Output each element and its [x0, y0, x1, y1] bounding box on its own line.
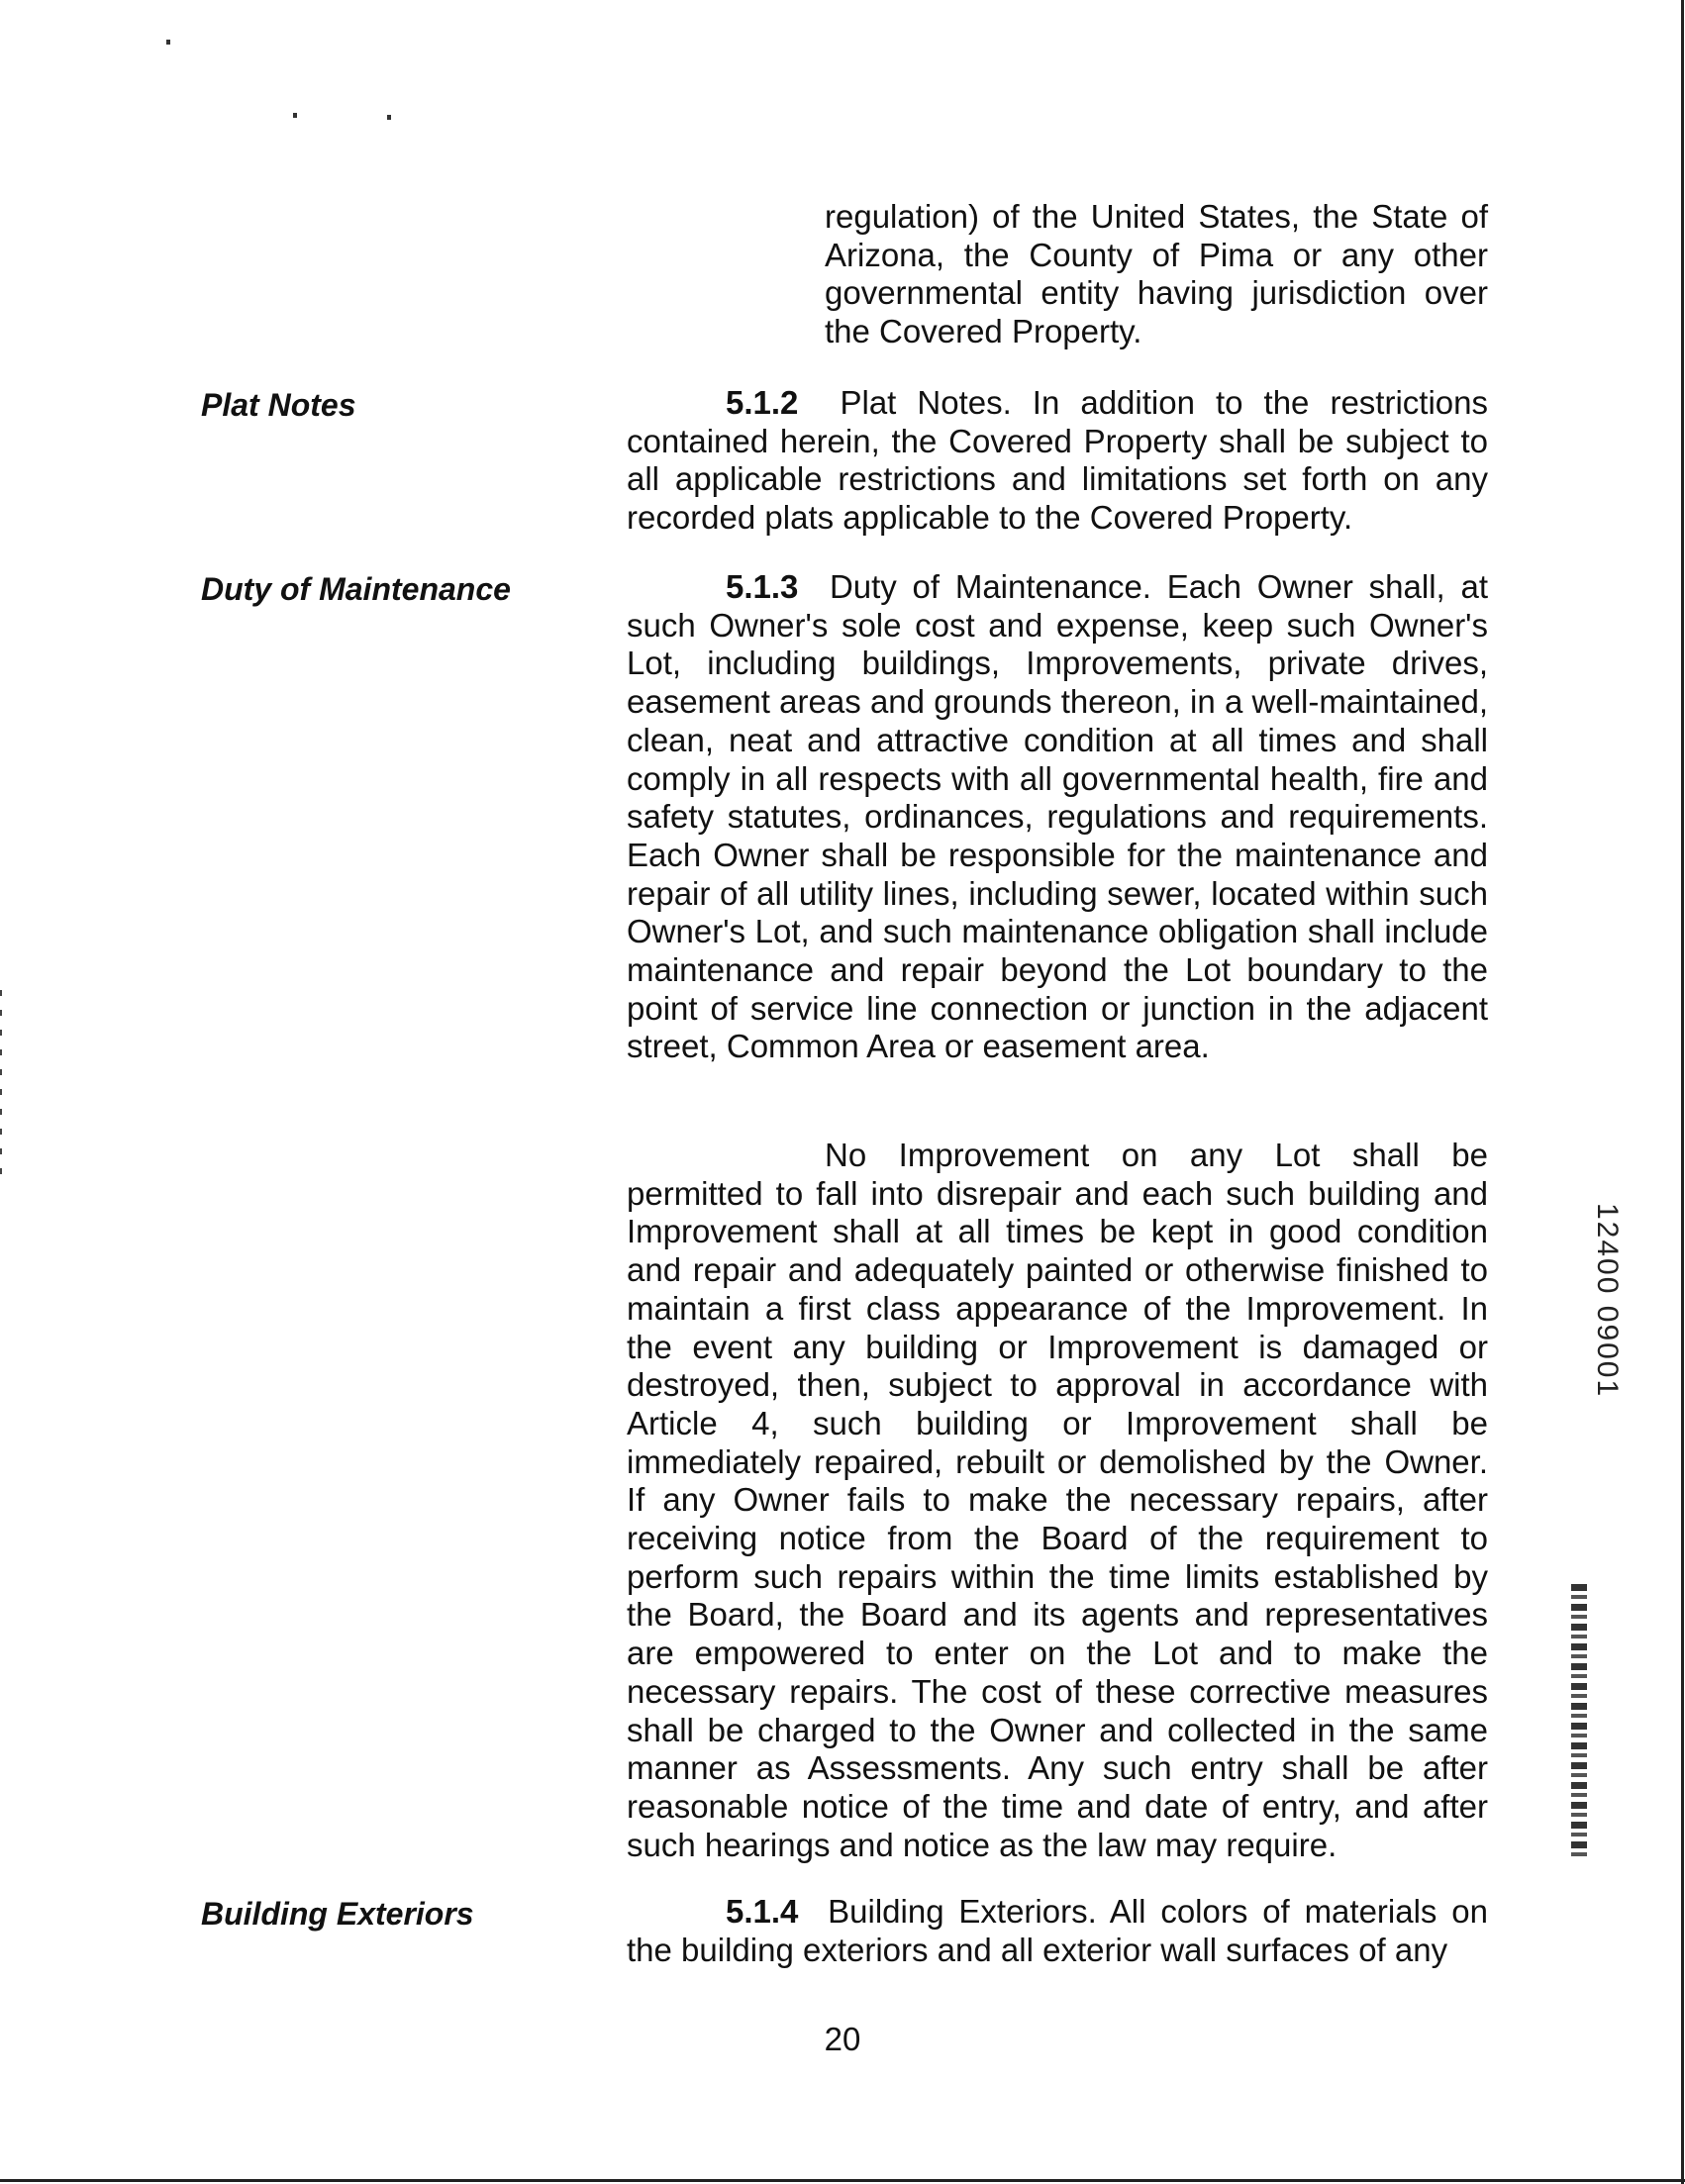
section-number: 5.1.3	[726, 568, 799, 605]
section-body: Building Exteriors. All colors of materials on the building exteriors and all exterior wall surfaces of any	[627, 1893, 1488, 1968]
section-5-1-2	[627, 384, 1488, 538]
margin-heading-duty-of-maintenance: Duty of Maintenance	[201, 571, 511, 607]
page-border-right	[1681, 0, 1684, 2184]
page-border-bottom	[0, 2179, 1685, 2182]
scan-edge-mark	[0, 990, 2, 1188]
scan-speck	[166, 40, 170, 45]
section-body: Duty of Maintenance. Each Owner shall, at such Owner's sole cost and expense, keep such Owner's Lot, including buildings, Improvements, private drives, easement areas and grounds thereon, in a well-maintained, clean, neat and attractive condition at all times and shall comply in all respects with all governmental health, fire and safety statutes, ordinances, regulations and requirements. Each Owner shall be responsible for the maintenance and repair of all utility lines, including sewer, located within such Owner's Lot, and such maintenance obligation shall include maintenance and repair beyond the Lot boundary to the point of service line connection or junction in the adjacent street, Common Area or easement area.	[627, 568, 1488, 1065]
scan-speck	[387, 115, 391, 120]
section-body: Plat Notes. In addition to the restrictions contained herein, the Covered Property shall be subject to all applicable restrictions and limitations set forth on any recorded plats applicable to the Covered Property.	[627, 384, 1488, 537]
section-body-continued: No Improvement on any Lot shall be permitted to fall into disrepair and each such building and Improvement shall at all times be kept in good condition and repair and adequately painted or otherwise finished to maintain a first class appearance of the Improvement. In the event any building or Improvement is damaged or destroyed, then, subject to approval in accordance with Article 4, such building or Improvement shall be immediately repaired, rebuilt or demolished by the Owner. If any Owner fails to make the necessary repairs, after receiving notice from the Board of the requirement to perform such repairs within the time limits established by the Board, the Board and its agents and representatives are empowered to enter on the Lot and to make the necessary repairs. The cost of these corrective measures shall be charged to the Owner and collected in the same manner as Assessments. Any such entry shall be after reasonable notice of the time and date of entry, and after such hearings and notice as the law may require.	[627, 1137, 1488, 1863]
docket-stamp: 12400 09001	[1591, 1203, 1624, 1399]
page-number: 20	[824, 2021, 861, 2057]
scan-speck	[293, 113, 297, 118]
section-number: 5.1.2	[726, 384, 799, 421]
intro-paragraph: regulation) of the United States, the State of Arizona, the County of Pima or any other governmental entity having jurisdiction over the Covered Property.	[825, 198, 1488, 350]
section-5-1-3	[627, 568, 1488, 1066]
recording-stamp-mark	[1571, 1584, 1587, 1856]
section-number: 5.1.4	[726, 1893, 799, 1930]
section-5-1-4	[627, 1893, 1488, 1969]
section-5-1-3-continued	[627, 1137, 1488, 1864]
margin-heading-plat-notes: Plat Notes	[201, 387, 356, 423]
margin-heading-building-exteriors: Building Exteriors	[201, 1896, 474, 1932]
